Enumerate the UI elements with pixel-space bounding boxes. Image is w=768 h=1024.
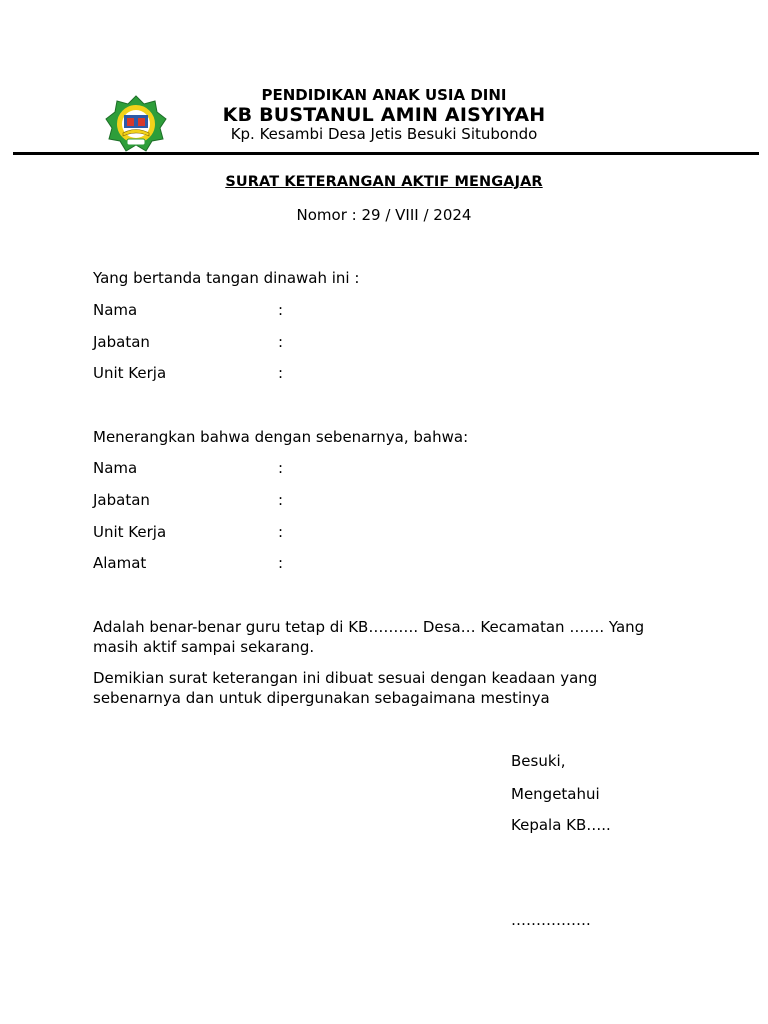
subject-name-label: Nama bbox=[93, 459, 138, 477]
signer-position-colon: : bbox=[278, 333, 284, 351]
subject-unit-label: Unit Kerja bbox=[93, 523, 167, 541]
signature-acknowledge: Mengetahui bbox=[511, 785, 600, 803]
letterhead-address: Kp. Kesambi Desa Jetis Besuki Situbondo bbox=[230, 125, 538, 143]
subject-unit-colon: : bbox=[278, 523, 284, 541]
letterhead-school-name: KB BUSTANUL AMIN AISYIYAH bbox=[222, 104, 546, 126]
signer-name-colon: : bbox=[278, 301, 284, 319]
signer-position-label: Jabatan bbox=[93, 333, 150, 351]
signature-position: Kepala KB….. bbox=[511, 816, 611, 834]
subject-position-label: Jabatan bbox=[93, 491, 150, 509]
body-paragraph-1-line-2: masih aktif sampai sekarang. bbox=[93, 638, 315, 656]
body-paragraph-1 bbox=[93, 617, 693, 657]
signer-name-label: Nama bbox=[93, 301, 138, 319]
subject-position-colon: : bbox=[278, 491, 284, 509]
letter-number: Nomor : 29 / VIII / 2024 bbox=[296, 206, 472, 224]
letter-title: SURAT KETERANGAN AKTIF MENGAJAR bbox=[225, 174, 543, 190]
signature-name-placeholder: ……………. bbox=[511, 911, 591, 929]
signer-unit-label: Unit Kerja bbox=[93, 364, 167, 382]
signature-place: Besuki, bbox=[511, 752, 566, 770]
intro-text: Yang bertanda tangan dinawah ini : bbox=[93, 269, 360, 287]
subject-address-label: Alamat bbox=[93, 554, 147, 572]
letterhead-institution-type: PENDIDIKAN ANAK USIA DINI bbox=[261, 86, 507, 104]
body-paragraph-2 bbox=[93, 668, 693, 708]
body-paragraph-1-line-1: Adalah benar-benar guru tetap di KB………. Desa… Kecamatan ……. Yang bbox=[93, 618, 645, 636]
letterhead-divider bbox=[13, 152, 759, 155]
subject-name-colon: : bbox=[278, 459, 284, 477]
subject-address-colon: : bbox=[278, 554, 284, 572]
statement-text: Menerangkan bahwa dengan sebenarnya, bahwa: bbox=[93, 428, 469, 446]
signer-unit-colon: : bbox=[278, 364, 284, 382]
body-paragraph-2-line-2: sebenarnya dan untuk dipergunakan sebagaimana mestinya bbox=[93, 689, 550, 707]
body-paragraph-2-line-1: Demikian surat keterangan ini dibuat sesuai dengan keadaan yang bbox=[93, 669, 598, 687]
